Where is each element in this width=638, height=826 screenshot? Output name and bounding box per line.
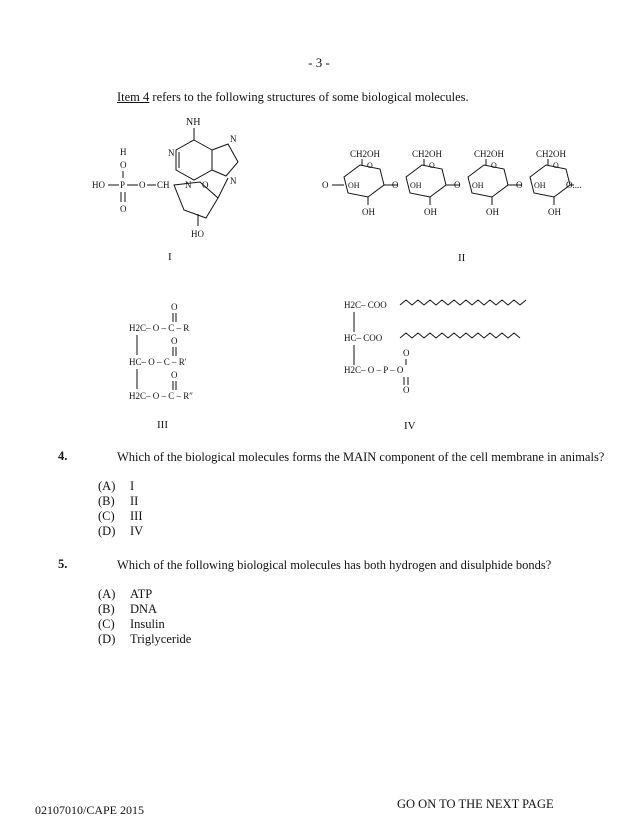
- structure-i-p: P: [120, 180, 126, 190]
- question-5-option-b: (B) DNA: [98, 602, 158, 616]
- svg-text:O: O: [491, 161, 497, 170]
- question-5-option-c: (C) Insulin: [98, 617, 165, 631]
- question-5-option-a: (A) ATP: [98, 587, 153, 601]
- structure-iii-o1: O: [171, 302, 178, 312]
- svg-text:OH: OH: [548, 207, 561, 217]
- structure-i-label: I: [168, 251, 172, 263]
- structure-ii-label: II: [458, 252, 466, 264]
- structure-iii: [125, 300, 235, 440]
- structure-iv-row3: H2C– O – P – O: [344, 365, 404, 375]
- svg-text:CH2OH: CH2OH: [412, 149, 443, 159]
- structure-iii-row1: H2C– O – C – R: [129, 323, 190, 333]
- structure-i-o-top: O: [120, 160, 127, 170]
- question-4-option-d: (D) IV: [98, 524, 144, 538]
- structure-iii-label: III: [157, 419, 168, 431]
- svg-text:OH: OH: [410, 181, 422, 190]
- svg-text:O: O: [454, 180, 461, 190]
- structure-iii-row3: H2C– O – C – R″: [129, 391, 194, 401]
- svg-text:O: O: [367, 161, 373, 170]
- svg-text:O: O: [553, 161, 559, 170]
- question-4-option-c: (C) III: [98, 509, 143, 523]
- structure-ii-end: O....: [566, 180, 582, 190]
- structure-ii-ring-o: [367, 161, 559, 170]
- svg-text:CH2OH: CH2OH: [474, 149, 505, 159]
- svg-text:O: O: [392, 180, 399, 190]
- svg-text:OH: OH: [424, 207, 437, 217]
- question-5-option-d: (D) Triglyceride: [98, 632, 192, 646]
- structure-i-ho: HO: [92, 180, 105, 190]
- structure-i-n4: N: [230, 176, 237, 186]
- structure-i-o-link: O: [139, 180, 146, 190]
- structure-ii-start: O: [322, 180, 329, 190]
- question-4-number: 4.: [58, 449, 68, 463]
- structure-iii-o2: O: [171, 336, 178, 346]
- structure-i-n2: N: [168, 148, 175, 158]
- structure-ii-ch2oh-labels: [350, 149, 567, 159]
- paper-code: 02107010/CAPE 2015: [35, 803, 145, 817]
- structure-iv: [340, 295, 540, 440]
- next-page-note: GO ON TO THE NEXT PAGE: [397, 797, 554, 811]
- question-5-text: Which of the following biological molecules has both hydrogen and disulphide bonds?: [117, 558, 552, 572]
- structure-i-nh: NH: [186, 117, 201, 128]
- svg-text:O: O: [516, 180, 523, 190]
- question-5-number: 5.: [58, 557, 68, 571]
- svg-text:O: O: [429, 161, 435, 170]
- structure-i: [90, 110, 270, 265]
- structure-iv-o-top: O: [403, 348, 410, 358]
- question-4-option-a: (A) I: [98, 479, 135, 493]
- item-reference: Item 4: [117, 90, 150, 104]
- structure-i-n3: N: [185, 180, 192, 190]
- svg-text:OH: OH: [472, 181, 484, 190]
- structure-iv-o-bottom: O: [403, 385, 410, 395]
- structure-i-ho-bottom: HO: [191, 229, 204, 239]
- structure-i-n1: N: [230, 134, 237, 144]
- svg-text:CH2OH: CH2OH: [536, 149, 567, 159]
- structure-ii: [322, 145, 584, 270]
- question-4-text: Which of the biological molecules forms the MAIN component of the cell membrane in animals?: [117, 450, 605, 464]
- structure-i-o-bottom: O: [120, 204, 127, 214]
- structure-i-h: H: [120, 147, 127, 157]
- structure-iii-o3: O: [171, 370, 178, 380]
- structure-iii-row2: HC– O – C – R′: [129, 357, 187, 367]
- question-4-option-b: (B) II: [98, 494, 139, 508]
- svg-text:OH: OH: [534, 181, 546, 190]
- svg-text:OH: OH: [362, 207, 375, 217]
- structure-i-ring-o: O: [202, 180, 209, 190]
- structure-i-ch2: CH: [157, 180, 170, 190]
- structure-iv-row1: H2C– COO: [344, 300, 387, 310]
- item-intro-text: refers to the following structures of some biological molecules.: [149, 90, 469, 104]
- structure-ii-oh-bottom: [362, 207, 561, 217]
- structure-iv-label: IV: [404, 420, 416, 432]
- svg-text:OH: OH: [348, 181, 360, 190]
- svg-text:CH2OH: CH2OH: [350, 149, 381, 159]
- item-intro: [117, 90, 469, 105]
- structure-iv-row2: HC– COO: [344, 333, 383, 343]
- page-number: - 3 -: [308, 55, 330, 70]
- svg-text:OH: OH: [486, 207, 499, 217]
